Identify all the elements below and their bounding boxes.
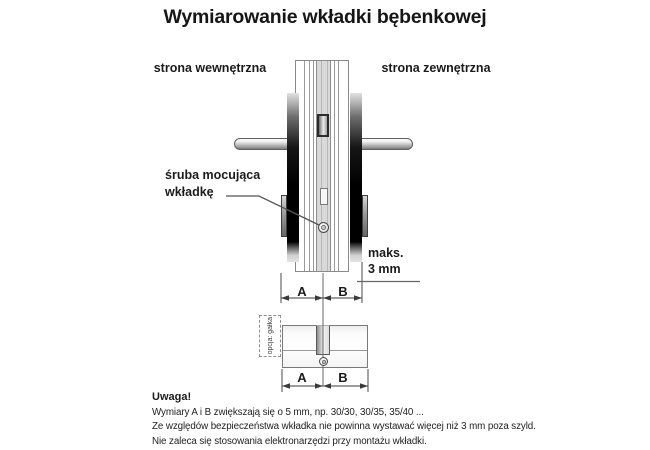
cylinder-rod-outer bbox=[361, 138, 413, 150]
dim-label-b-upper: B bbox=[338, 284, 348, 299]
door-layer-line bbox=[334, 61, 335, 271]
max-protrusion-label-line2: 3 mm bbox=[368, 262, 401, 276]
door-layer-line bbox=[304, 61, 305, 271]
escutcheon-plate-outer bbox=[350, 93, 362, 262]
outer-side-label: strona zewnętrzna bbox=[381, 61, 491, 75]
door-layer-line bbox=[338, 61, 339, 271]
notes-heading: Uwaga! bbox=[152, 391, 192, 403]
cylinder-strip-line bbox=[321, 61, 322, 271]
notes-block bbox=[152, 391, 536, 449]
cylinder-strip-line bbox=[327, 61, 328, 271]
mounting-screw-label bbox=[165, 167, 260, 201]
door-cross-section bbox=[295, 60, 349, 272]
keyway-slot bbox=[320, 188, 328, 205]
mounting-screw-label-line2: wkładkę bbox=[165, 185, 214, 199]
cylinder-strip bbox=[316, 61, 331, 271]
inner-side-label: strona wewnętrzna bbox=[153, 61, 267, 75]
mounting-screw-label-line1: śruba mocująca bbox=[165, 168, 261, 182]
cylinder-rod-inner bbox=[234, 138, 289, 150]
dim-label-a-upper: A bbox=[297, 284, 307, 299]
page-title: Wymiarowanie wkładki bębenkowej bbox=[163, 6, 487, 28]
door-layer-line bbox=[309, 61, 310, 271]
screw-head-dot bbox=[321, 225, 326, 230]
knob-option-label: opcja: gałka bbox=[266, 317, 274, 355]
max-protrusion-label-line1: maks. bbox=[368, 246, 404, 260]
mounting-tab-outer bbox=[362, 195, 368, 237]
note-line: Wymiary A i B zwiększają się o 5 mm, np. 30/30, 30/35, 35/40 ... bbox=[152, 407, 424, 418]
fixing-screw-icon bbox=[319, 357, 328, 366]
dim-label-b-lower: B bbox=[338, 370, 348, 385]
screw-head-dot bbox=[322, 360, 326, 364]
cam-fitting bbox=[317, 114, 329, 137]
knob-option-box bbox=[259, 315, 281, 357]
door-layer-line bbox=[313, 61, 314, 271]
note-line: Ze względów bezpieczeństwa wkładka nie powinna wystawać więcej niż 3 mm poza szyld. bbox=[152, 421, 536, 433]
max-protrusion-label bbox=[368, 245, 403, 277]
note-line: Nie zaleca się stosowania elektronarzędzi przy montażu wkładki. bbox=[152, 435, 427, 447]
dim-label-a-lower: A bbox=[297, 370, 307, 385]
mounting-screw-icon bbox=[318, 222, 329, 233]
escutcheon-plate-inner bbox=[287, 93, 299, 262]
cam-notch bbox=[316, 325, 330, 355]
